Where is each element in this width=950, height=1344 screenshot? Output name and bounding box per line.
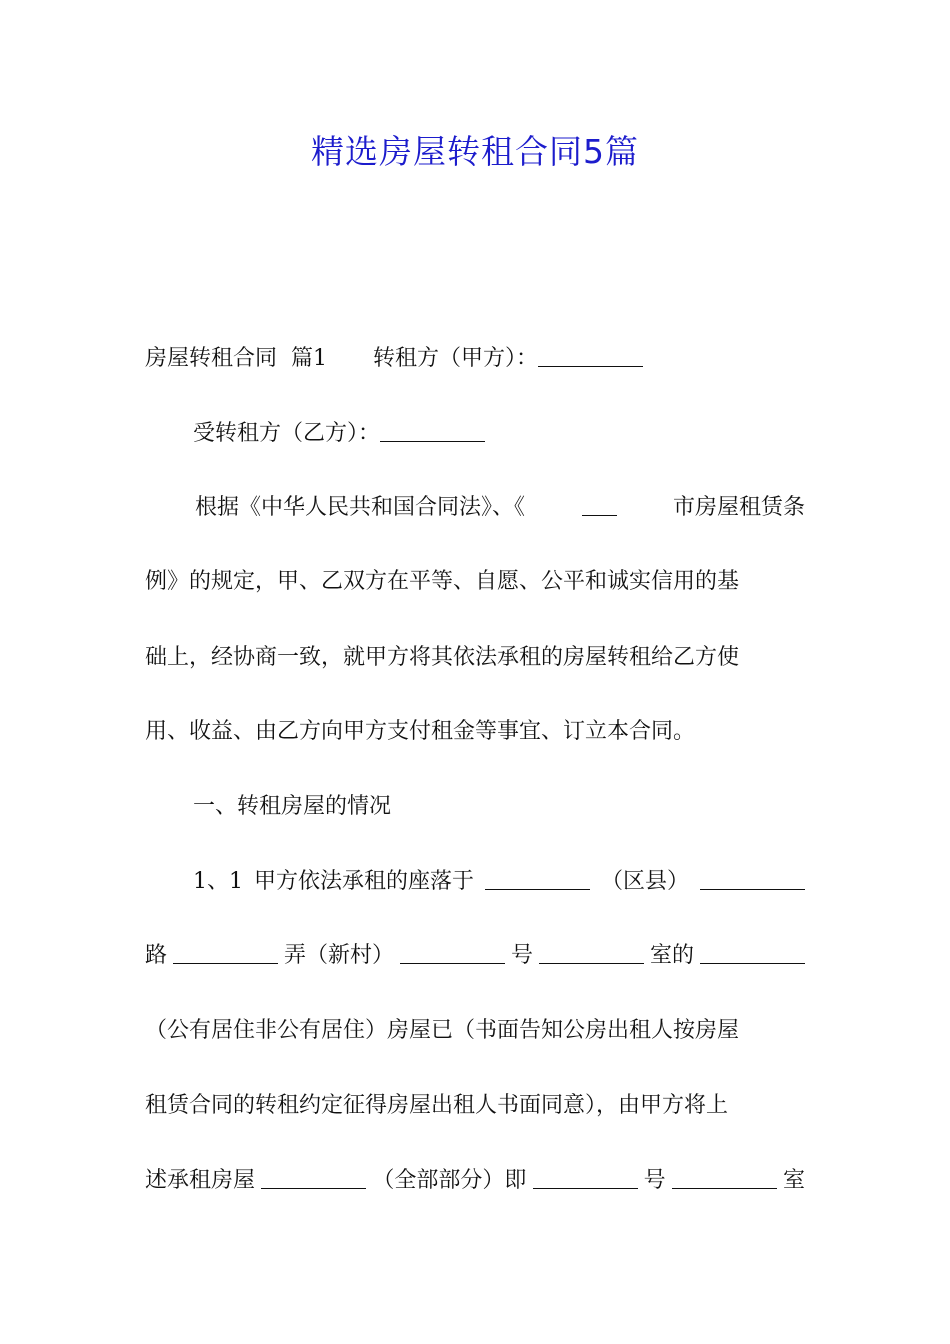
text-segment: 篇1 [291, 346, 328, 371]
paragraph-line-1 [145, 344, 805, 374]
paragraph-line-9 [145, 941, 805, 971]
paragraph-line-8 [193, 867, 805, 897]
text-segment: 市房屋租赁条 [672, 495, 805, 520]
paragraph-line-11: 租赁合同的转租约定征得房屋出租人书面同意），由甲方将上 [145, 1093, 729, 1118]
text-segment: 路 [145, 943, 168, 968]
blank-field [700, 941, 805, 964]
blank-field [539, 941, 644, 964]
text-segment: 甲方依法承租的座落于 [253, 869, 474, 894]
blank-field [582, 493, 617, 516]
paragraph-line-4: 例》的规定，甲、乙双方在平等、自愿、公平和诚实信用的基 [145, 569, 740, 594]
text-segment: （全部部分）即 [372, 1168, 527, 1193]
text-segment: 室 [782, 1168, 805, 1193]
blank-field [485, 867, 590, 890]
blank-field [261, 1166, 366, 1189]
paragraph-line-12 [145, 1166, 805, 1196]
paragraph-line-6: 用、收益、由乙方向甲方支付租金等事宜、订立本合同。 [145, 719, 696, 744]
blank-field [700, 867, 805, 890]
blank-field [672, 1166, 777, 1189]
text-segment: 房屋转租合同 [145, 346, 278, 371]
paragraph-line-2 [193, 419, 805, 449]
blank-field [380, 419, 485, 442]
blank-field [173, 941, 278, 964]
section-heading: 一、转租房屋的情况 [193, 794, 392, 819]
document-title: 精选房屋转租合同5篇 [311, 132, 639, 171]
paragraph-line-3 [195, 493, 805, 523]
text-segment: 号 [643, 1168, 666, 1193]
text-segment: 受转租方（乙方）： [193, 421, 381, 446]
clause-number: 1、1 [193, 869, 243, 894]
text-segment: 根据《中华人民共和国合同法》、《 [195, 495, 526, 520]
paragraph-line-10: （公有居住非公有居住）房屋已（书面告知公房出租人按房屋 [145, 1018, 740, 1043]
text-segment: （区县） [600, 869, 689, 894]
blank-field [533, 1166, 638, 1189]
text-segment: 转租方（甲方）： [373, 346, 539, 371]
blank-field [538, 344, 643, 367]
blank-field [400, 941, 505, 964]
text-segment: 室的 [649, 943, 694, 968]
text-segment: 述承租房屋 [145, 1168, 256, 1193]
text-segment: 号 [510, 943, 533, 968]
paragraph-line-5: 础上，经协商一致，就甲方将其依法承租的房屋转租给乙方使 [145, 645, 740, 670]
text-segment: 弄（新村） [283, 943, 394, 968]
